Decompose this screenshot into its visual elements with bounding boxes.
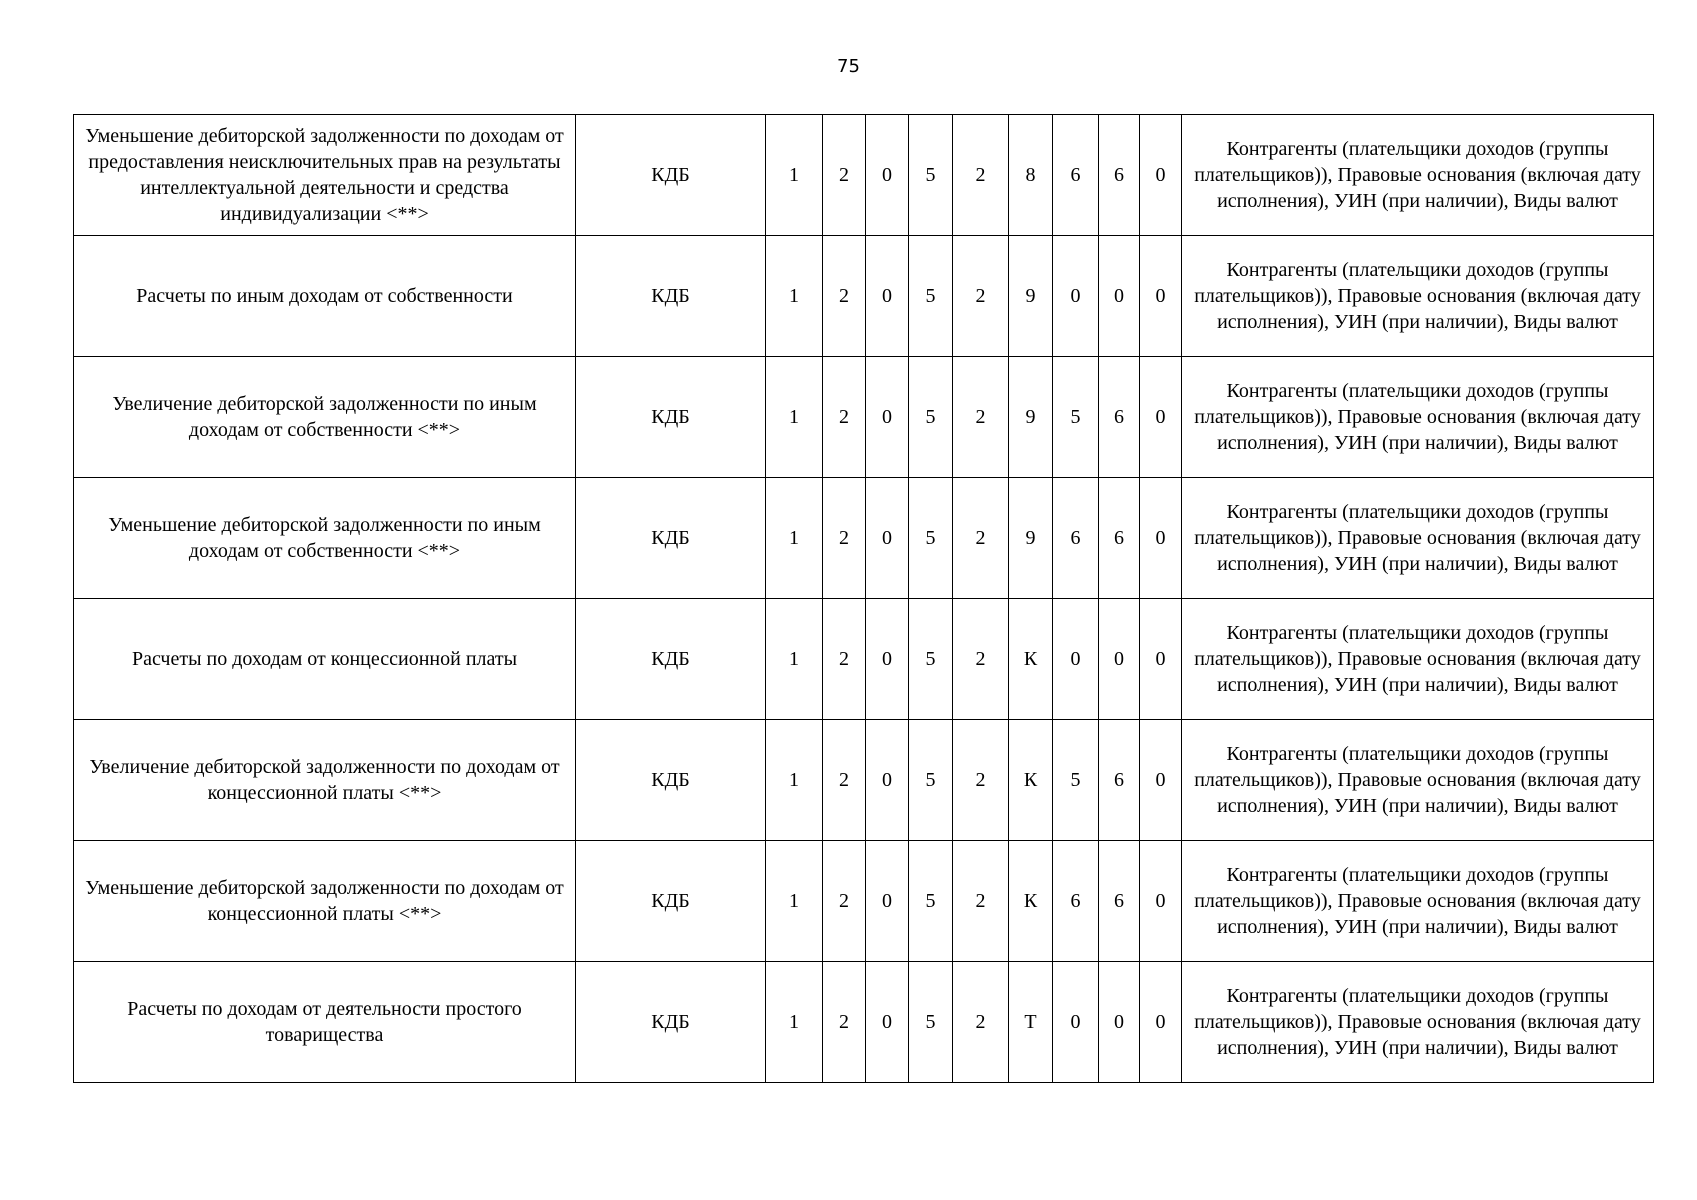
code-digit-cell: 1: [766, 115, 823, 236]
table-row: [74, 599, 1654, 720]
code-digit-cell: 5: [909, 720, 953, 841]
code-digit-cell: 0: [1053, 236, 1099, 357]
analytics-attributes-cell: Контрагенты (плательщики доходов (группы плательщиков)), Правовые основания (включая дату исполнения), УИН (при наличии), Виды валют: [1182, 236, 1654, 357]
analytics-attributes-cell: Контрагенты (плательщики доходов (группы плательщиков)), Правовые основания (включая дату исполнения), УИН (при наличии), Виды валют: [1182, 478, 1654, 599]
account-name-cell: Уменьшение дебиторской задолженности по доходам от концессионной платы <**>: [74, 841, 576, 962]
code-digit-cell: 9: [1009, 357, 1053, 478]
code-digit-cell: 0: [1099, 236, 1140, 357]
code-digit-cell: 0: [1140, 720, 1182, 841]
code-digit-cell: 9: [1009, 478, 1053, 599]
code-digit-cell: 0: [866, 115, 909, 236]
code-digit-cell: К: [1009, 599, 1053, 720]
page-number: 75: [837, 56, 860, 77]
table-row: [74, 962, 1654, 1083]
account-name-cell: Расчеты по иным доходам от собственности: [74, 236, 576, 357]
code-digit-cell: 0: [1140, 115, 1182, 236]
code-digit-cell: 2: [953, 720, 1009, 841]
code-digit-cell: 5: [909, 115, 953, 236]
accounts-table: [73, 114, 1654, 1083]
code-digit-cell: 2: [823, 115, 866, 236]
account-type-cell: КДБ: [576, 357, 766, 478]
code-digit-cell: 2: [823, 962, 866, 1083]
account-name-cell: Уменьшение дебиторской задолженности по доходам от предоставления неисключительных прав на результаты интеллектуальной деятельности и средства индивидуализации <**>: [74, 115, 576, 236]
code-digit-cell: 5: [909, 357, 953, 478]
code-digit-cell: 1: [766, 236, 823, 357]
code-digit-cell: 0: [1140, 357, 1182, 478]
code-digit-cell: Т: [1009, 962, 1053, 1083]
account-type-cell: КДБ: [576, 599, 766, 720]
analytics-attributes-cell: Контрагенты (плательщики доходов (группы плательщиков)), Правовые основания (включая дату исполнения), УИН (при наличии), Виды валют: [1182, 115, 1654, 236]
table-row: [74, 115, 1654, 236]
code-digit-cell: 6: [1099, 841, 1140, 962]
code-digit-cell: 5: [1053, 357, 1099, 478]
code-digit-cell: 2: [823, 478, 866, 599]
code-digit-cell: 2: [823, 720, 866, 841]
code-digit-cell: 0: [866, 478, 909, 599]
code-digit-cell: 0: [866, 599, 909, 720]
code-digit-cell: 2: [953, 841, 1009, 962]
account-name-cell: Увеличение дебиторской задолженности по иным доходам от собственности <**>: [74, 357, 576, 478]
code-digit-cell: 5: [909, 478, 953, 599]
account-name-cell: Расчеты по доходам от деятельности простого товарищества: [74, 962, 576, 1083]
code-digit-cell: К: [1009, 841, 1053, 962]
account-type-cell: КДБ: [576, 962, 766, 1083]
code-digit-cell: 2: [823, 357, 866, 478]
code-digit-cell: 0: [866, 962, 909, 1083]
code-digit-cell: 1: [766, 962, 823, 1083]
code-digit-cell: 1: [766, 720, 823, 841]
code-digit-cell: 0: [1053, 962, 1099, 1083]
account-type-cell: КДБ: [576, 115, 766, 236]
account-type-cell: КДБ: [576, 841, 766, 962]
code-digit-cell: 6: [1099, 357, 1140, 478]
table-row: [74, 357, 1654, 478]
code-digit-cell: 0: [866, 357, 909, 478]
code-digit-cell: 1: [766, 357, 823, 478]
table-row: [74, 841, 1654, 962]
code-digit-cell: 2: [953, 115, 1009, 236]
code-digit-cell: 2: [953, 236, 1009, 357]
code-digit-cell: 1: [766, 478, 823, 599]
code-digit-cell: 5: [909, 962, 953, 1083]
table-row: [74, 720, 1654, 841]
analytics-attributes-cell: Контрагенты (плательщики доходов (группы плательщиков)), Правовые основания (включая дату исполнения), УИН (при наличии), Виды валют: [1182, 720, 1654, 841]
code-digit-cell: 1: [766, 599, 823, 720]
code-digit-cell: 0: [1053, 599, 1099, 720]
code-digit-cell: 0: [1099, 599, 1140, 720]
code-digit-cell: 5: [909, 841, 953, 962]
code-digit-cell: 0: [866, 841, 909, 962]
code-digit-cell: 1: [766, 841, 823, 962]
code-digit-cell: 5: [909, 599, 953, 720]
code-digit-cell: 0: [866, 236, 909, 357]
code-digit-cell: 0: [1140, 478, 1182, 599]
code-digit-cell: 2: [953, 962, 1009, 1083]
code-digit-cell: 6: [1053, 115, 1099, 236]
code-digit-cell: 6: [1099, 478, 1140, 599]
code-digit-cell: 5: [1053, 720, 1099, 841]
code-digit-cell: 6: [1099, 720, 1140, 841]
code-digit-cell: К: [1009, 720, 1053, 841]
table-row: [74, 478, 1654, 599]
code-digit-cell: 2: [823, 236, 866, 357]
code-digit-cell: 0: [1140, 599, 1182, 720]
code-digit-cell: 0: [866, 720, 909, 841]
table-row: [74, 236, 1654, 357]
account-name-cell: Расчеты по доходам от концессионной платы: [74, 599, 576, 720]
analytics-attributes-cell: Контрагенты (плательщики доходов (группы плательщиков)), Правовые основания (включая дату исполнения), УИН (при наличии), Виды валют: [1182, 841, 1654, 962]
code-digit-cell: 6: [1053, 478, 1099, 599]
code-digit-cell: 5: [909, 236, 953, 357]
code-digit-cell: 9: [1009, 236, 1053, 357]
account-name-cell: Увеличение дебиторской задолженности по доходам от концессионной платы <**>: [74, 720, 576, 841]
code-digit-cell: 2: [823, 599, 866, 720]
code-digit-cell: 0: [1140, 236, 1182, 357]
account-type-cell: КДБ: [576, 478, 766, 599]
code-digit-cell: 2: [953, 357, 1009, 478]
analytics-attributes-cell: Контрагенты (плательщики доходов (группы плательщиков)), Правовые основания (включая дату исполнения), УИН (при наличии), Виды валют: [1182, 962, 1654, 1083]
code-digit-cell: 6: [1099, 115, 1140, 236]
code-digit-cell: 8: [1009, 115, 1053, 236]
code-digit-cell: 0: [1140, 962, 1182, 1083]
account-name-cell: Уменьшение дебиторской задолженности по иным доходам от собственности <**>: [74, 478, 576, 599]
code-digit-cell: 0: [1099, 962, 1140, 1083]
analytics-attributes-cell: Контрагенты (плательщики доходов (группы плательщиков)), Правовые основания (включая дату исполнения), УИН (при наличии), Виды валют: [1182, 599, 1654, 720]
code-digit-cell: 6: [1053, 841, 1099, 962]
code-digit-cell: 2: [953, 599, 1009, 720]
account-type-cell: КДБ: [576, 236, 766, 357]
code-digit-cell: 0: [1140, 841, 1182, 962]
code-digit-cell: 2: [953, 478, 1009, 599]
analytics-attributes-cell: Контрагенты (плательщики доходов (группы плательщиков)), Правовые основания (включая дату исполнения), УИН (при наличии), Виды валют: [1182, 357, 1654, 478]
code-digit-cell: 2: [823, 841, 866, 962]
account-type-cell: КДБ: [576, 720, 766, 841]
table-body: [74, 115, 1654, 1083]
